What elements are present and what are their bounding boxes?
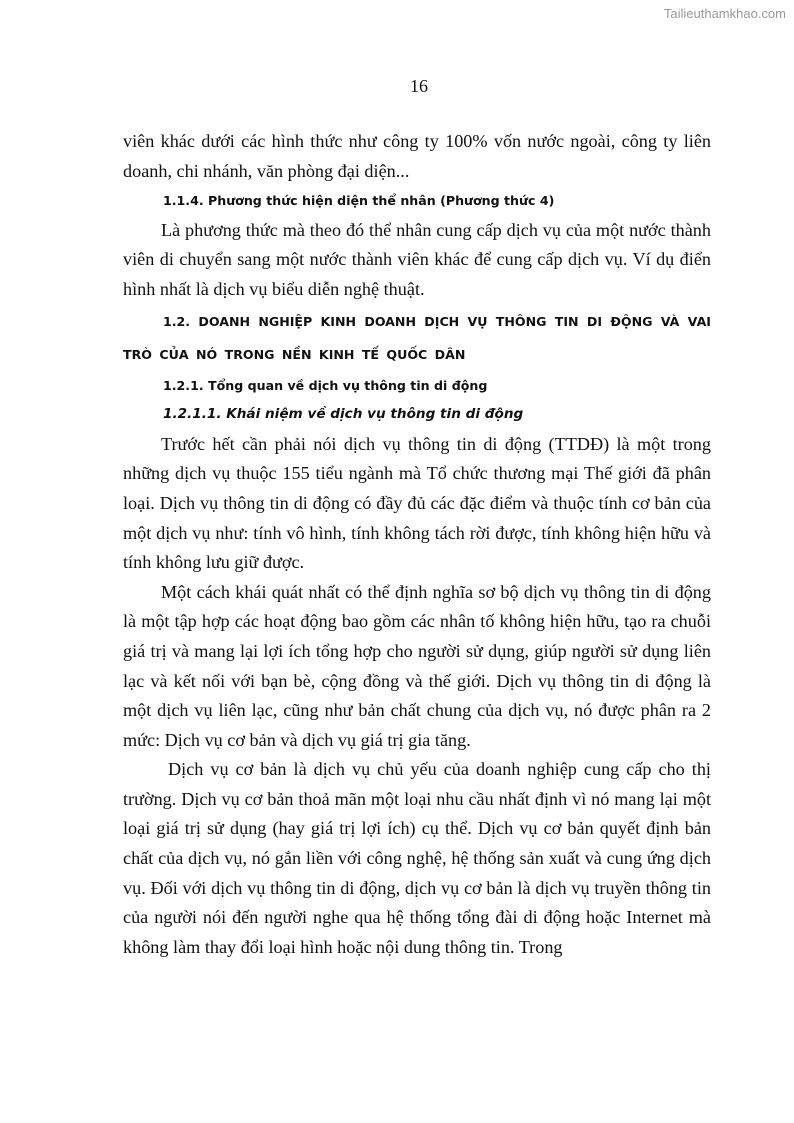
section-heading-1-1-4: 1.1.4. Phương thức hiện diện thể nhân (Phương thức 4) bbox=[163, 193, 555, 209]
paragraph-general-definition: Một cách khái quát nhất có thể định nghĩa sơ bộ dịch vụ thông tin di động là một tập hợp các hoạt động bao gồm các nhân tố không hiện hữu, tạo ra chuỗi giá trị và mang lại lợi ích tổng hợp cho người sử dụng, giúp người sử dụng liên lạc và kết nối với bạn bè, cộng đồng và thế giới. Dịch vụ thông tin di động là một dịch vụ liên lạc, cũng như bản chất chung của dịch vụ, nó được phân ra 2 mức: Dịch vụ cơ bản và dịch vụ giá trị gia tăng. bbox=[123, 581, 711, 750]
section-heading-1-2-1-1: 1.2.1.1. Khái niệm về dịch vụ thông tin di động bbox=[163, 406, 524, 423]
paragraph-continuation: viên khác dưới các hình thức như công ty 100% vốn nước ngoài, công ty liên doanh, chi nhánh, văn phòng đại diện... bbox=[123, 131, 711, 181]
paragraph-definition: Trước hết cần phải nói dịch vụ thông tin di động (TTDĐ) là một trong những dịch vụ thuộc 155 tiểu ngành mà Tổ chức thương mại Thế giới đã phân loại. Dịch vụ thông tin di động có đầy đủ các đặc điểm và thuộc tính cơ bản của một dịch vụ như: tính vô hình, tính không tách rời được, tính không hiện hữu và tính không lưu giữ được. bbox=[123, 433, 711, 573]
paragraph-method-4: Là phương thức mà theo đó thể nhân cung cấp dịch vụ của một nước thành viên di chuyển sang một nước thành viên khác để cung cấp dịch vụ. Ví dụ điển hình nhất là dịch vụ biểu diễn nghệ thuật. bbox=[123, 219, 711, 299]
page-number: 16 bbox=[410, 76, 428, 96]
section-heading-1-2: 1.2. DOANH NGHIỆP KINH DOANH DỊCH VỤ THÔNG TIN DI ĐỘNG VÀ VAI TRÒ CỦA NÓ TRONG NỀN KINH TẾ QUỐC DÂN bbox=[123, 313, 711, 362]
paragraph-basic-service: Dịch vụ cơ bản là dịch vụ chủ yếu của doanh nghiệp cung cấp cho thị trường. Dịch vụ cơ bản thoả mãn một loại nhu cầu nhất định vì nó mang lại một loại giá trị sử dụng (hay giá trị lợi ích) cụ thể. Dịch vụ cơ bản quyết định bản chất của dịch vụ, nó gắn liền với công nghệ, hệ thống sản xuất và cung ứng dịch vụ. Đối với dịch vụ thông tin di động, dịch vụ cơ bản là dịch vụ truyền thông tin của người nói đến người nghe qua hệ thống tổng đài di động hoặc Internet mà không làm thay đổi loại hình hoặc nội dung thông tin. Trong bbox=[123, 759, 711, 957]
document-body bbox=[123, 127, 711, 962]
section-heading-1-2-1: 1.2.1. Tổng quan về dịch vụ thông tin di động bbox=[163, 377, 488, 393]
watermark-text: Tailieuthamkhao.com bbox=[663, 6, 786, 21]
